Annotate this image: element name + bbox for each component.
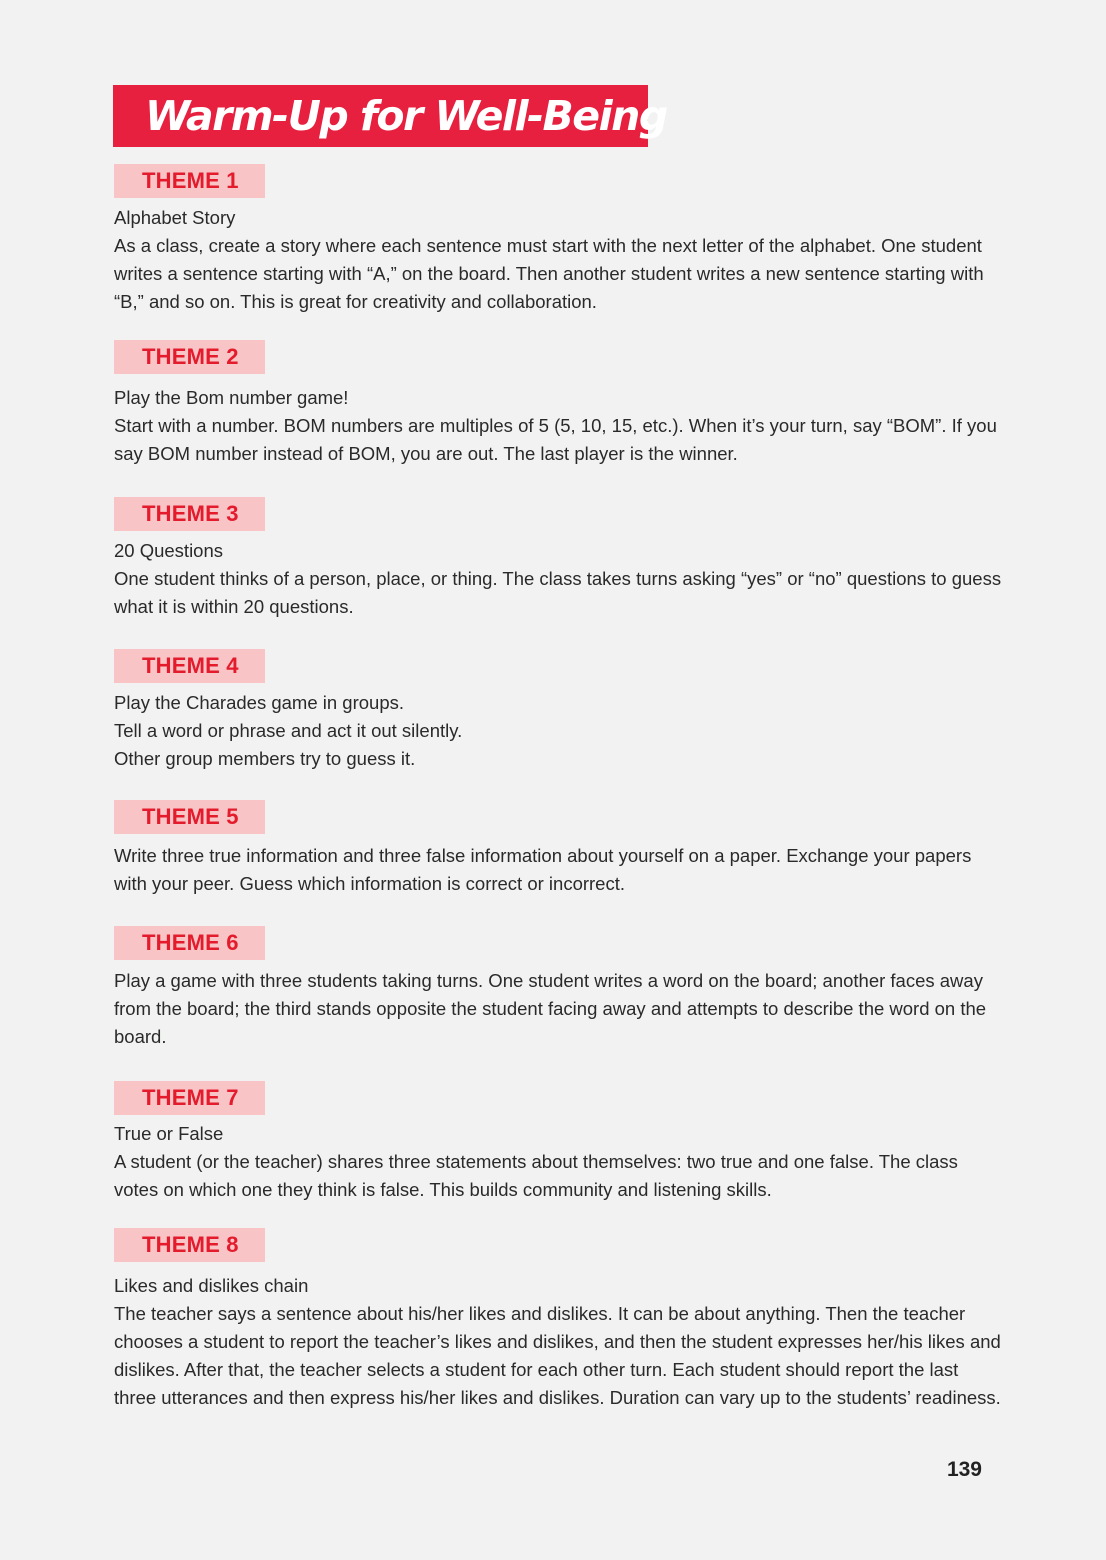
theme-badge: THEME 6 bbox=[114, 926, 265, 960]
theme-text-line: One student thinks of a person, place, or thing. The class takes turns asking “yes” or “no” questions to guess what it is within 20 questions. bbox=[114, 568, 1002, 617]
theme-section-4 bbox=[114, 649, 1004, 773]
theme-description bbox=[114, 1120, 1004, 1204]
page-title: Warm-Up for Well-Being bbox=[145, 91, 667, 140]
theme-section-2 bbox=[114, 340, 1004, 468]
theme-description bbox=[114, 689, 1004, 773]
theme-badge: THEME 1 bbox=[114, 164, 265, 198]
theme-badge: THEME 8 bbox=[114, 1228, 265, 1262]
theme-text-line: Write three true information and three false information about yourself on a paper. Exchange your papers with your peer. Guess which information is correct or incorrect. bbox=[114, 845, 972, 894]
page-number: 139 bbox=[946, 1458, 982, 1481]
theme-text-line: Play the Bom number game! bbox=[114, 387, 349, 408]
theme-text-line: Alphabet Story bbox=[114, 207, 236, 228]
theme-text-line: Tell a word or phrase and act it out silently. bbox=[114, 720, 463, 741]
theme-text-line: Other group members try to guess it. bbox=[114, 748, 416, 769]
theme-text-line: The teacher says a sentence about his/her likes and dislikes. It can be about anything. Then the teacher chooses a student to report the teacher’s likes and dislikes, and then the student expresses her/his likes and dislikes. After that, the teacher selects a student for each other turn. Each student should report the last three utterances and then express his/her likes and dislikes. Duration can vary up to the students’ readiness. bbox=[114, 1303, 1001, 1408]
theme-section-5 bbox=[114, 800, 1004, 898]
theme-badge: THEME 5 bbox=[114, 800, 265, 834]
theme-description bbox=[114, 967, 1004, 1051]
theme-text-line: Likes and dislikes chain bbox=[114, 1275, 309, 1296]
theme-text-line: Play the Charades game in groups. bbox=[114, 692, 405, 713]
theme-text-line: 20 Questions bbox=[114, 540, 224, 561]
theme-text-line: Play a game with three students taking turns. One student writes a word on the board; another faces away from the board; the third stands opposite the student facing away and attempts to describe the word on the board. bbox=[114, 970, 987, 1047]
theme-description bbox=[114, 842, 1004, 898]
theme-section-3 bbox=[114, 497, 1004, 621]
theme-description bbox=[114, 384, 1004, 468]
theme-description bbox=[114, 204, 1004, 316]
theme-section-6 bbox=[114, 926, 1004, 1051]
theme-text-line: True or False bbox=[114, 1123, 224, 1144]
theme-section-8 bbox=[114, 1228, 1004, 1412]
theme-badge: THEME 7 bbox=[114, 1081, 265, 1115]
theme-section-1 bbox=[114, 164, 1004, 316]
theme-description bbox=[114, 1272, 1004, 1412]
theme-section-7 bbox=[114, 1081, 1004, 1204]
theme-badge: THEME 4 bbox=[114, 649, 265, 683]
theme-badge: THEME 3 bbox=[114, 497, 265, 531]
theme-description bbox=[114, 537, 1004, 621]
theme-text-line: Start with a number. BOM numbers are multiples of 5 (5, 10, 15, etc.). When it’s your turn, say “BOM”. If you say BOM number instead of BOM, you are out. The last player is the winner. bbox=[114, 415, 997, 464]
title-banner bbox=[113, 85, 667, 147]
theme-text-line: A student (or the teacher) shares three statements about themselves: two true and one false. The class votes on which one they think is false. This builds community and listening skills. bbox=[114, 1151, 958, 1200]
theme-text-line: As a class, create a story where each sentence must start with the next letter of the alphabet. One student writes a sentence starting with “A,” on the board. Then another student writes a new sentence starting with “B,” and so on. This is great for creativity and collaboration. bbox=[114, 235, 984, 312]
theme-badge: THEME 2 bbox=[114, 340, 265, 374]
